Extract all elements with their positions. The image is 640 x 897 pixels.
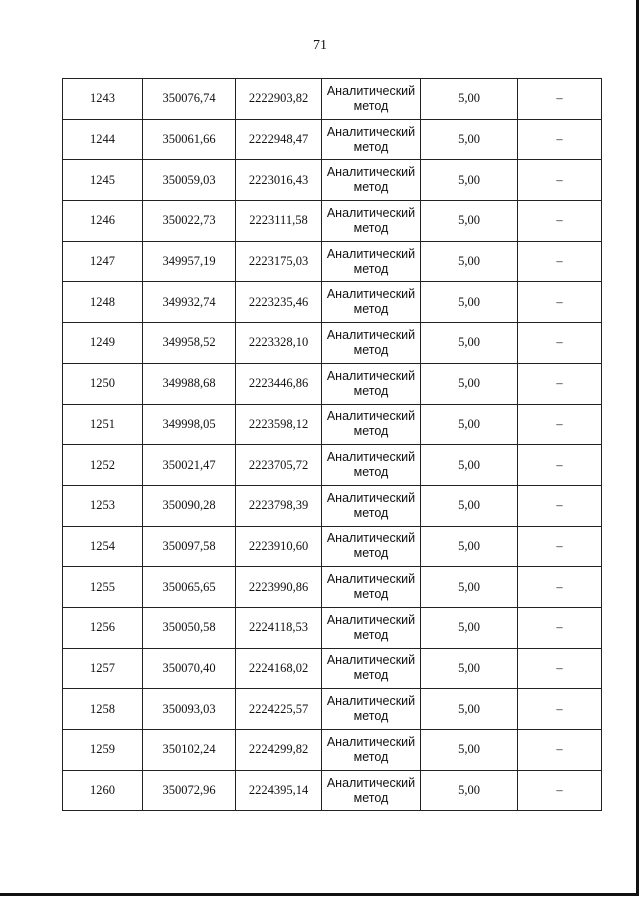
dash-cell: – (518, 79, 602, 120)
point-number-cell: 1253 (63, 485, 143, 526)
point-number-cell: 1254 (63, 526, 143, 567)
accuracy-value-cell: 5,00 (421, 730, 518, 771)
method-cell: Аналитический метод (322, 241, 421, 282)
accuracy-value-cell: 5,00 (421, 119, 518, 160)
method-cell: Аналитический метод (322, 648, 421, 689)
dash-cell: – (518, 730, 602, 771)
point-number-cell: 1249 (63, 323, 143, 364)
table-row (63, 607, 602, 648)
point-number-cell: 1246 (63, 201, 143, 242)
y-coordinate-cell: 2223990,86 (236, 567, 322, 608)
table-row (63, 323, 602, 364)
method-cell: Аналитический метод (322, 526, 421, 567)
table-row (63, 485, 602, 526)
y-coordinate-cell: 2223175,03 (236, 241, 322, 282)
point-number-cell: 1260 (63, 770, 143, 811)
x-coordinate-cell: 350072,96 (143, 770, 236, 811)
point-number-cell: 1251 (63, 404, 143, 445)
point-number-cell: 1255 (63, 567, 143, 608)
point-number-cell: 1258 (63, 689, 143, 730)
accuracy-value-cell: 5,00 (421, 485, 518, 526)
method-cell: Аналитический метод (322, 485, 421, 526)
table-row (63, 282, 602, 323)
method-cell: Аналитический метод (322, 404, 421, 445)
x-coordinate-cell: 350021,47 (143, 445, 236, 486)
accuracy-value-cell: 5,00 (421, 607, 518, 648)
method-cell: Аналитический метод (322, 201, 421, 242)
y-coordinate-cell: 2223111,58 (236, 201, 322, 242)
dash-cell: – (518, 404, 602, 445)
page-number: 71 (313, 38, 327, 53)
x-coordinate-cell: 350070,40 (143, 648, 236, 689)
x-coordinate-cell: 350059,03 (143, 160, 236, 201)
method-cell: Аналитический метод (322, 363, 421, 404)
table-row (63, 567, 602, 608)
accuracy-value-cell: 5,00 (421, 160, 518, 201)
method-cell: Аналитический метод (322, 282, 421, 323)
y-coordinate-cell: 2224118,53 (236, 607, 322, 648)
y-coordinate-cell: 2224299,82 (236, 730, 322, 771)
table-row (63, 648, 602, 689)
y-coordinate-cell: 2223235,46 (236, 282, 322, 323)
y-coordinate-cell: 2223705,72 (236, 445, 322, 486)
point-number-cell: 1250 (63, 363, 143, 404)
x-coordinate-cell: 349988,68 (143, 363, 236, 404)
x-coordinate-cell: 350097,58 (143, 526, 236, 567)
accuracy-value-cell: 5,00 (421, 79, 518, 120)
point-number-cell: 1247 (63, 241, 143, 282)
table-row (63, 160, 602, 201)
x-coordinate-cell: 350065,65 (143, 567, 236, 608)
dash-cell: – (518, 160, 602, 201)
coordinates-table (62, 78, 602, 811)
dash-cell: – (518, 689, 602, 730)
method-cell: Аналитический метод (322, 119, 421, 160)
x-coordinate-cell: 350102,24 (143, 730, 236, 771)
table-row (63, 445, 602, 486)
dash-cell: – (518, 201, 602, 242)
x-coordinate-cell: 350090,28 (143, 485, 236, 526)
x-coordinate-cell: 350061,66 (143, 119, 236, 160)
dash-cell: – (518, 323, 602, 364)
y-coordinate-cell: 2224168,02 (236, 648, 322, 689)
y-coordinate-cell: 2224225,57 (236, 689, 322, 730)
method-cell: Аналитический метод (322, 567, 421, 608)
accuracy-value-cell: 5,00 (421, 648, 518, 689)
point-number-cell: 1244 (63, 119, 143, 160)
dash-cell: – (518, 282, 602, 323)
y-coordinate-cell: 2223446,86 (236, 363, 322, 404)
accuracy-value-cell: 5,00 (421, 567, 518, 608)
accuracy-value-cell: 5,00 (421, 201, 518, 242)
table-row (63, 404, 602, 445)
y-coordinate-cell: 2223798,39 (236, 485, 322, 526)
accuracy-value-cell: 5,00 (421, 404, 518, 445)
y-coordinate-cell: 2223328,10 (236, 323, 322, 364)
method-cell: Аналитический метод (322, 79, 421, 120)
table-row (63, 363, 602, 404)
point-number-cell: 1257 (63, 648, 143, 689)
table-row (63, 770, 602, 811)
x-coordinate-cell: 349957,19 (143, 241, 236, 282)
table-row (63, 730, 602, 771)
x-coordinate-cell: 349998,05 (143, 404, 236, 445)
x-coordinate-cell: 350050,58 (143, 607, 236, 648)
accuracy-value-cell: 5,00 (421, 323, 518, 364)
table-row (63, 201, 602, 242)
dash-cell: – (518, 526, 602, 567)
dash-cell: – (518, 648, 602, 689)
method-cell: Аналитический метод (322, 770, 421, 811)
y-coordinate-cell: 2222948,47 (236, 119, 322, 160)
dash-cell: – (518, 770, 602, 811)
dash-cell: – (518, 445, 602, 486)
point-number-cell: 1259 (63, 730, 143, 771)
table-body (63, 79, 602, 811)
table-row (63, 119, 602, 160)
method-cell: Аналитический метод (322, 160, 421, 201)
point-number-cell: 1252 (63, 445, 143, 486)
dash-cell: – (518, 119, 602, 160)
accuracy-value-cell: 5,00 (421, 770, 518, 811)
accuracy-value-cell: 5,00 (421, 445, 518, 486)
accuracy-value-cell: 5,00 (421, 526, 518, 567)
method-cell: Аналитический метод (322, 607, 421, 648)
x-coordinate-cell: 349932,74 (143, 282, 236, 323)
table-row (63, 241, 602, 282)
method-cell: Аналитический метод (322, 730, 421, 771)
accuracy-value-cell: 5,00 (421, 689, 518, 730)
x-coordinate-cell: 350076,74 (143, 79, 236, 120)
y-coordinate-cell: 2224395,14 (236, 770, 322, 811)
point-number-cell: 1256 (63, 607, 143, 648)
y-coordinate-cell: 2223910,60 (236, 526, 322, 567)
accuracy-value-cell: 5,00 (421, 241, 518, 282)
method-cell: Аналитический метод (322, 323, 421, 364)
dash-cell: – (518, 363, 602, 404)
y-coordinate-cell: 2222903,82 (236, 79, 322, 120)
table-row (63, 689, 602, 730)
y-coordinate-cell: 2223016,43 (236, 160, 322, 201)
point-number-cell: 1245 (63, 160, 143, 201)
table-row (63, 79, 602, 120)
x-coordinate-cell: 350022,73 (143, 201, 236, 242)
table-row (63, 526, 602, 567)
x-coordinate-cell: 350093,03 (143, 689, 236, 730)
dash-cell: – (518, 607, 602, 648)
dash-cell: – (518, 241, 602, 282)
method-cell: Аналитический метод (322, 689, 421, 730)
x-coordinate-cell: 349958,52 (143, 323, 236, 364)
method-cell: Аналитический метод (322, 445, 421, 486)
y-coordinate-cell: 2223598,12 (236, 404, 322, 445)
dash-cell: – (518, 567, 602, 608)
accuracy-value-cell: 5,00 (421, 363, 518, 404)
point-number-cell: 1243 (63, 79, 143, 120)
accuracy-value-cell: 5,00 (421, 282, 518, 323)
point-number-cell: 1248 (63, 282, 143, 323)
dash-cell: – (518, 485, 602, 526)
